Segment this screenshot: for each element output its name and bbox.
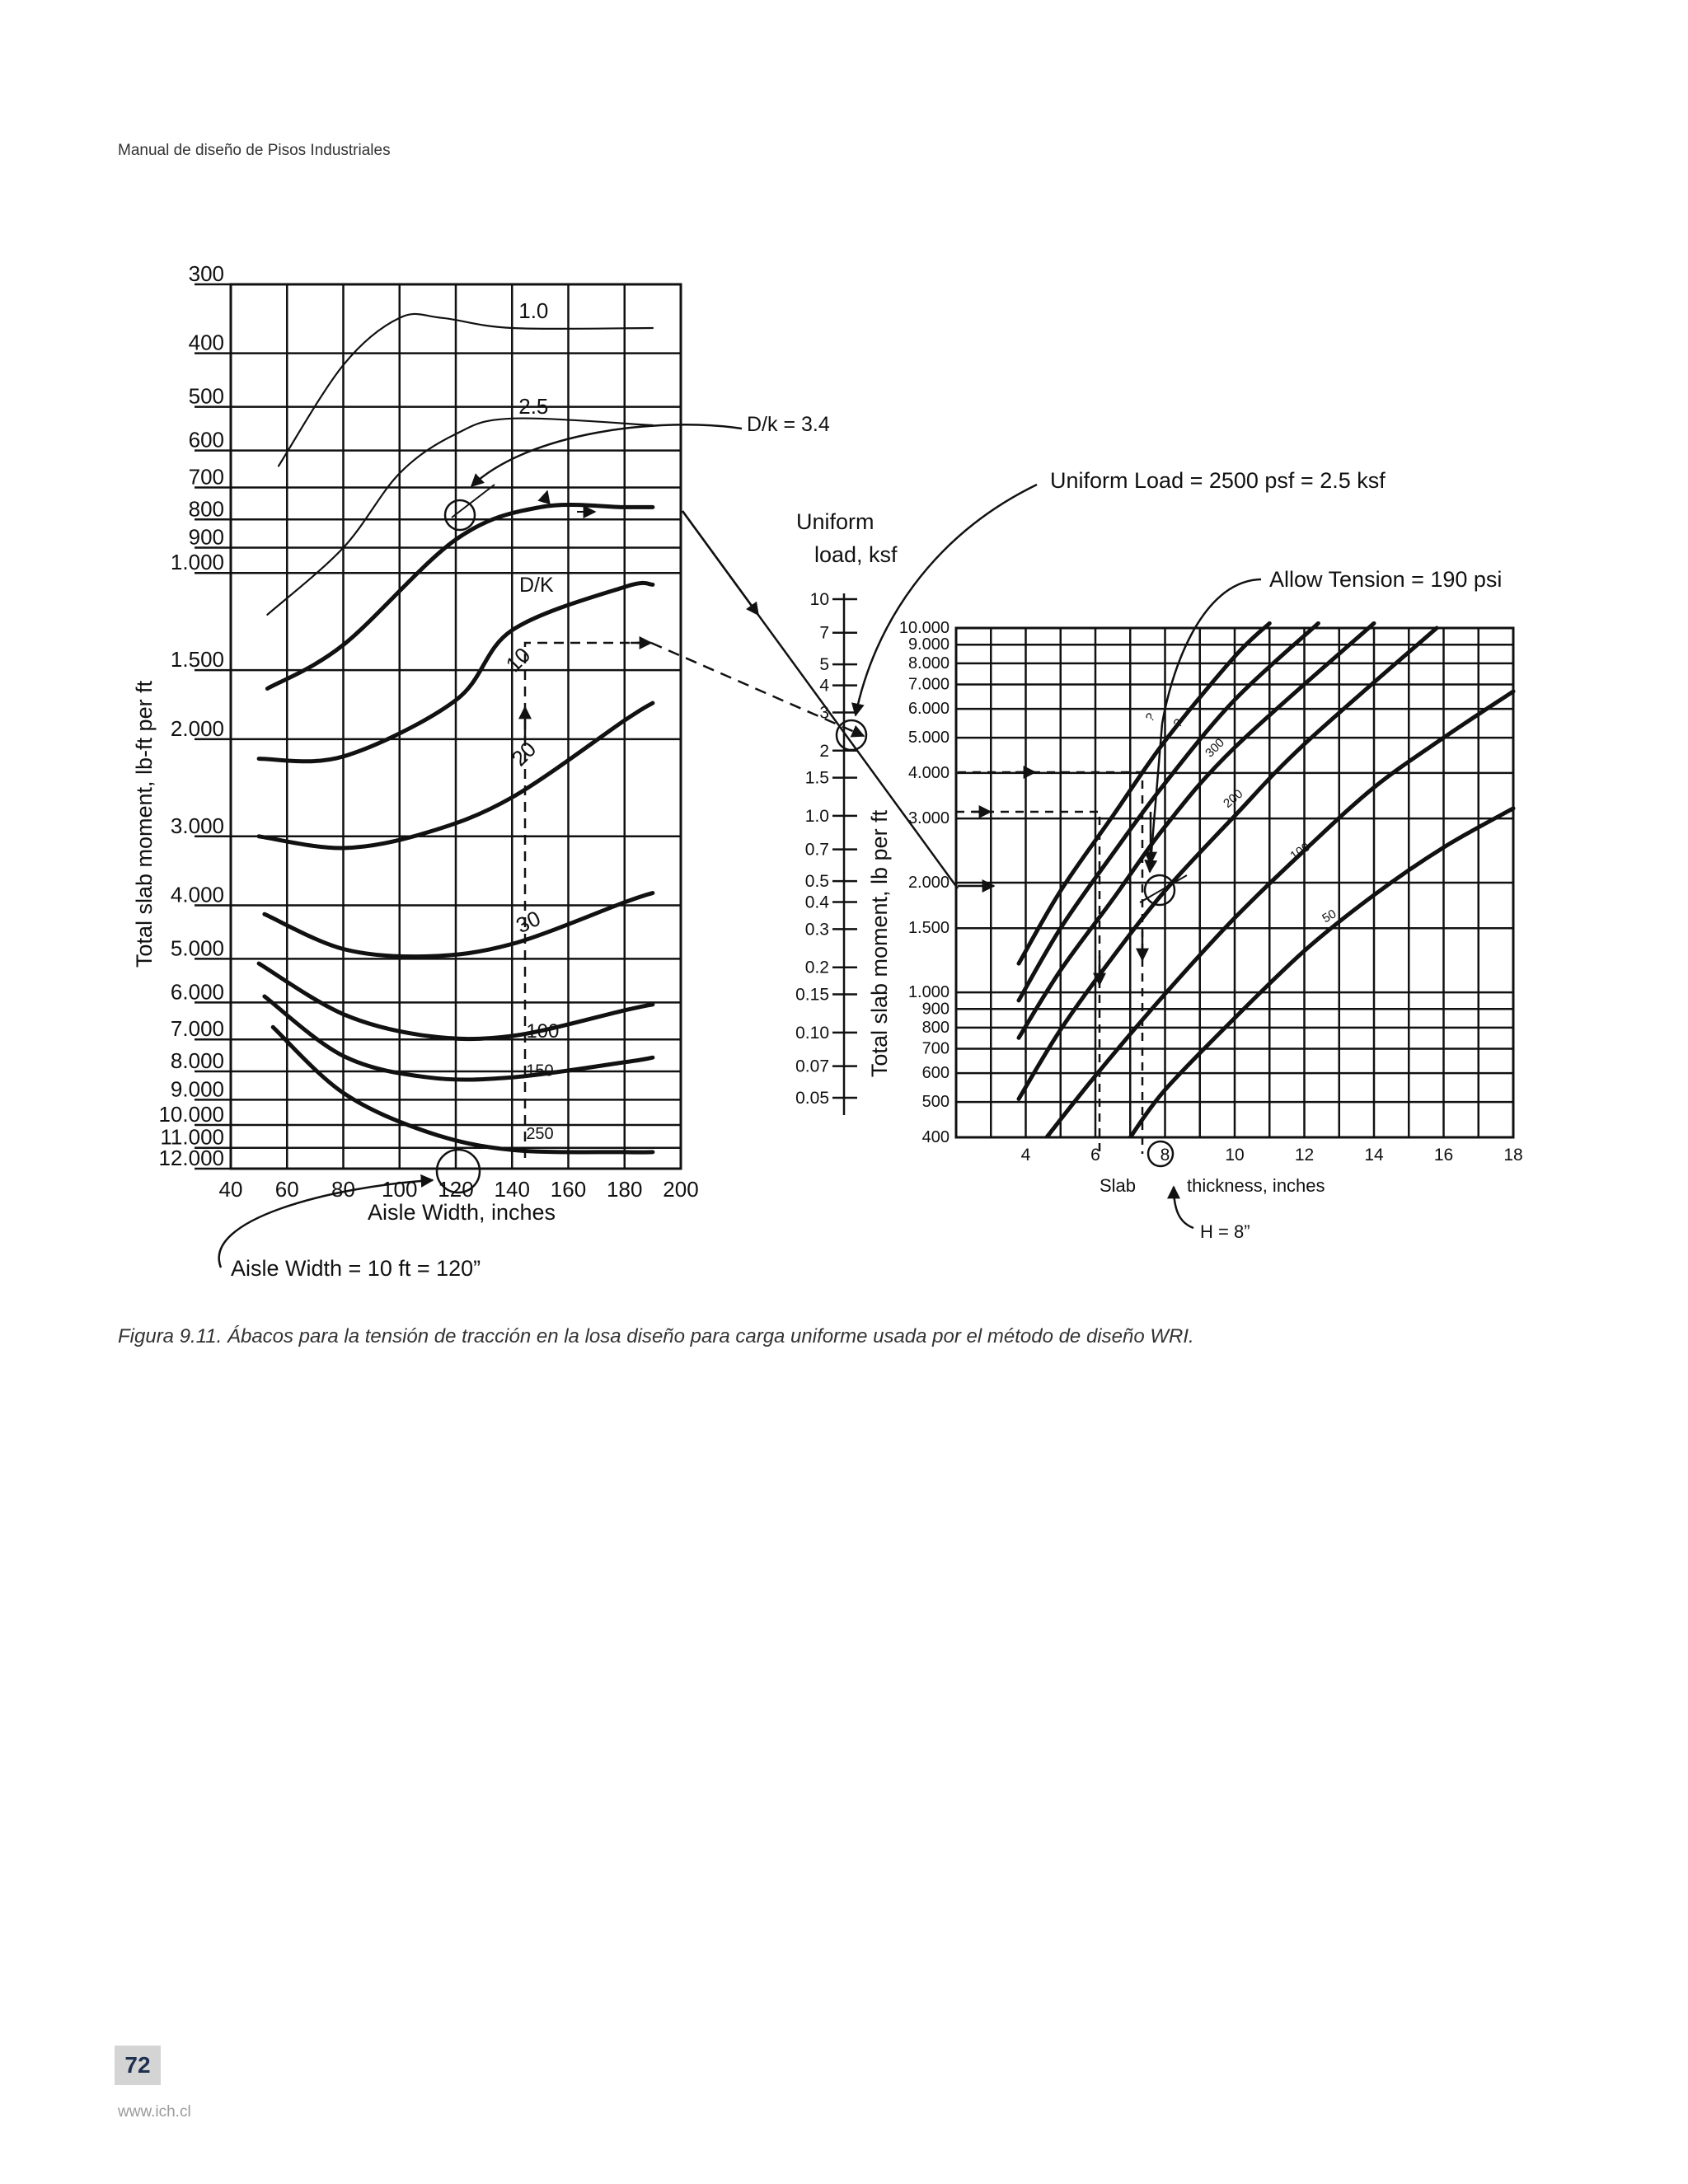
thickness-chart-y-tick-label: 10.000 [898, 619, 950, 637]
intersection-tangent [1140, 875, 1187, 902]
aisle-chart-x-tick-label: 40 [218, 1177, 243, 1202]
aisle-chart-y-tick-label: 9.000 [170, 1076, 224, 1102]
thickness-chart-x-tick-label: 12 [1294, 1146, 1315, 1165]
aisle-chart [132, 261, 830, 1281]
uniform-load-tick-label: 0.05 [795, 1089, 829, 1108]
uniform-load-tick-label: 7 [819, 623, 829, 643]
aisle-chart-x-tick-label: 200 [663, 1177, 699, 1202]
pivot-line-arrow [682, 511, 758, 615]
aisle-chart-x-axis-label: Aisle Width, inches [367, 1200, 556, 1225]
aisle-chart-y-axis-label: Total slab moment, lb-ft per ft [132, 680, 157, 968]
thickness-chart-x-tick-label: 6 [1090, 1146, 1100, 1165]
thickness-chart-x-tick-label: 10 [1225, 1146, 1245, 1165]
thickness-chart-y-tick-label: 8.000 [907, 654, 950, 673]
aisle-curve-label-150: 150 [526, 1062, 554, 1080]
thickness-chart-y-tick-label: 5.000 [907, 729, 950, 748]
thickness-chart-x-axis-label-part2: thickness, inches [1187, 1175, 1325, 1196]
aisle-chart-x-tick-label: 80 [331, 1177, 355, 1202]
thickness-curve-label: 300 [1203, 735, 1227, 761]
thickness-curve-label: ? [1142, 710, 1159, 725]
aisle-chart-y-tick-label: 800 [188, 496, 224, 522]
thickness-chart-x-axis-label-part1: Slab [1100, 1175, 1137, 1196]
thickness-chart-x-tick-label: 8 [1160, 1146, 1170, 1165]
thickness-chart-x-tick-label: 16 [1433, 1146, 1454, 1165]
dk-annotation: D/k = 3.4 [747, 413, 830, 436]
aisle-curve-1.0 [279, 314, 653, 466]
allow-tension-leader [1162, 579, 1261, 724]
aisle-chart-y-tick-label: 4.000 [170, 882, 224, 907]
aisle-chart-x-tick-label: 60 [274, 1177, 299, 1202]
thickness-curve-300 [1019, 623, 1374, 1038]
aisle-chart-y-tick-label: 7.000 [170, 1016, 224, 1042]
uniform-load-title-line2: load, ksf [814, 542, 898, 567]
uniform-load-tick-label: 0.2 [804, 958, 829, 977]
thickness-curve-label: 200 [1221, 786, 1246, 811]
thickness-chart-x-tick-label: 4 [1020, 1146, 1031, 1165]
aisle-chart-y-tick-label: 10.000 [158, 1101, 224, 1127]
uniform-load-tick-label: 0.10 [795, 1023, 829, 1043]
uniform-load-tick-label: 1.0 [804, 806, 829, 826]
aisle-curve-label-100: 100 [526, 1020, 560, 1043]
uniform-load-ticks [795, 590, 857, 1108]
thickness-curve-label: 50 [1320, 907, 1339, 926]
page-number: 72 [115, 2046, 161, 2085]
aisle-chart-x-ticks [219, 1177, 699, 1202]
thickness-chart-y-tick-label: 500 [921, 1093, 950, 1112]
aisle-chart-y-tick-label: 12.000 [158, 1146, 224, 1170]
thickness-chart-y-tick-label: 4.000 [907, 763, 950, 782]
uniform-load-tick-label: 0.5 [804, 872, 829, 892]
uniform-load-annotation: Uniform Load = 2500 psf = 2.5 ksf [1050, 468, 1386, 493]
uniform-load-tick-label: 3 [819, 703, 829, 723]
uniform-load-tick-label: 0.15 [795, 985, 829, 1005]
uniform-load-tick-label: 0.07 [795, 1057, 829, 1076]
thickness-chart-x-tick-label: 14 [1364, 1146, 1384, 1165]
thickness-curve-label: 100 [1287, 840, 1313, 864]
thickness-chart-y-tick-label: 400 [921, 1128, 950, 1146]
uniform-load-tick-label: 4 [819, 676, 829, 696]
aisle-chart-y-tick-label: 1.000 [170, 550, 224, 575]
thickness-chart-y-tick-label: 3.000 [907, 809, 950, 828]
site-url: www.ich.cl [118, 2103, 191, 2121]
figure-caption: Figura 9.11. Ábacos para la tensión de tracción en la losa diseño para carga uniforme usada por el método de diseño WRI. [118, 1325, 1194, 1347]
aisle-chart-y-ticks [158, 261, 224, 1170]
aisle-chart-y-tick-label: 6.000 [170, 979, 224, 1005]
dashed-guide-4000 [958, 772, 1142, 1154]
aisle-curve-label-1.0: 1.0 [518, 298, 549, 324]
thickness-chart-y-tick-label: 800 [921, 1018, 950, 1037]
aisle-chart-x-tick-label: 100 [382, 1177, 418, 1202]
aisle-chart-y-tick-label: 600 [188, 427, 224, 452]
aisle-chart-series-labels [501, 298, 560, 1143]
uniform-load-tick-label: 0.4 [804, 893, 829, 912]
aisle-curve-label-2.5: 2.5 [518, 393, 549, 419]
thickness-chart-x-ticks [1021, 1146, 1523, 1165]
thickness-chart-series [1019, 623, 1513, 1137]
aisle-curve-label-10: 10 [500, 642, 536, 677]
thickness-chart-y-ticks [899, 619, 950, 1146]
highlight-circle-dk [445, 500, 475, 530]
aisle-chart-x-tick-label: 120 [438, 1177, 474, 1202]
small-tick-arrow [544, 491, 547, 503]
thickness-curve-label: ? [1170, 716, 1186, 731]
thickness-chart-y-axis-label: Total slab moment, lb per ft [867, 809, 892, 1078]
thickness-chart-y-tick-label: 1.500 [907, 919, 950, 938]
aisle-chart-y-tick-label: 900 [188, 524, 224, 550]
uniform-load-tick-label: 2 [819, 741, 829, 761]
aisle-chart-y-tick-label: 3.000 [170, 813, 224, 838]
uniform-load-tick-label: 0.7 [804, 840, 829, 860]
thickness-chart-y-tick-label: 2.000 [907, 874, 950, 892]
aisle-curve-label-250: 250 [526, 1124, 554, 1143]
aisle-chart-y-tick-label: 8.000 [170, 1048, 224, 1074]
aisle-curve-100 [265, 893, 653, 957]
uniform-load-tick-label: 0.3 [804, 920, 829, 940]
aisle-chart-y-tick-label: 5.000 [170, 935, 224, 961]
uniform-load-tick-label: 1.5 [804, 768, 829, 788]
aisle-curve-2.5 [267, 419, 653, 615]
aisle-width-annotation: Aisle Width = 10 ft = 120” [231, 1256, 481, 1281]
thickness-chart-y-tick-label: 700 [921, 1039, 950, 1058]
aisle-curve-label-30: 30 [512, 905, 545, 939]
thickness-curves-clip [1019, 623, 1513, 1137]
aisle-chart-legend-title: D/K [519, 574, 554, 597]
thickness-curve-50 [1130, 808, 1513, 1137]
thickness-chart-y-tick-label: 6.000 [907, 700, 950, 719]
moment-transfer-dashed [651, 643, 864, 736]
uniform-load-tick-label: 5 [819, 655, 829, 675]
aisle-chart-y-tick-label: 11.000 [160, 1124, 224, 1150]
aisle-chart-y-tick-label: 700 [188, 464, 224, 490]
thickness-chart-y-tick-label: 900 [921, 1000, 950, 1019]
aisle-chart-x-tick-label: 180 [607, 1177, 643, 1202]
aisle-chart-y-tick-label: 2.000 [170, 715, 224, 741]
aisle-chart-y-tick-label: 400 [188, 330, 224, 355]
aisle-chart-y-tick-label: 500 [188, 383, 224, 409]
allow-tension-annotation: Allow Tension = 190 psi [1269, 567, 1503, 592]
aisle-chart-y-tick-label: 300 [188, 261, 224, 286]
uniform-load-tick-label: 10 [809, 590, 829, 609]
aisle-chart-y-tick-label: 1.500 [170, 647, 224, 673]
aisle-chart-x-tick-label: 160 [550, 1177, 587, 1202]
running-header: Manual de diseño de Pisos Industriales [118, 142, 391, 159]
uniform-load-title-line1: Uniform [796, 509, 874, 534]
aisle-chart-x-tick-label: 140 [494, 1177, 530, 1202]
thickness-chart-y-tick-label: 1.000 [907, 983, 950, 1002]
thickness-annotation: H = 8” [1200, 1221, 1250, 1242]
thickness-chart-x-tick-label: 18 [1503, 1146, 1523, 1165]
aisle-curve-label-20: 20 [506, 736, 542, 771]
thickness-chart-y-tick-label: 600 [921, 1064, 950, 1083]
thickness-chart [867, 567, 1523, 1242]
thickness-chart-y-tick-label: 9.000 [907, 635, 950, 654]
thickness-chart-y-tick-label: 7.000 [907, 675, 950, 694]
